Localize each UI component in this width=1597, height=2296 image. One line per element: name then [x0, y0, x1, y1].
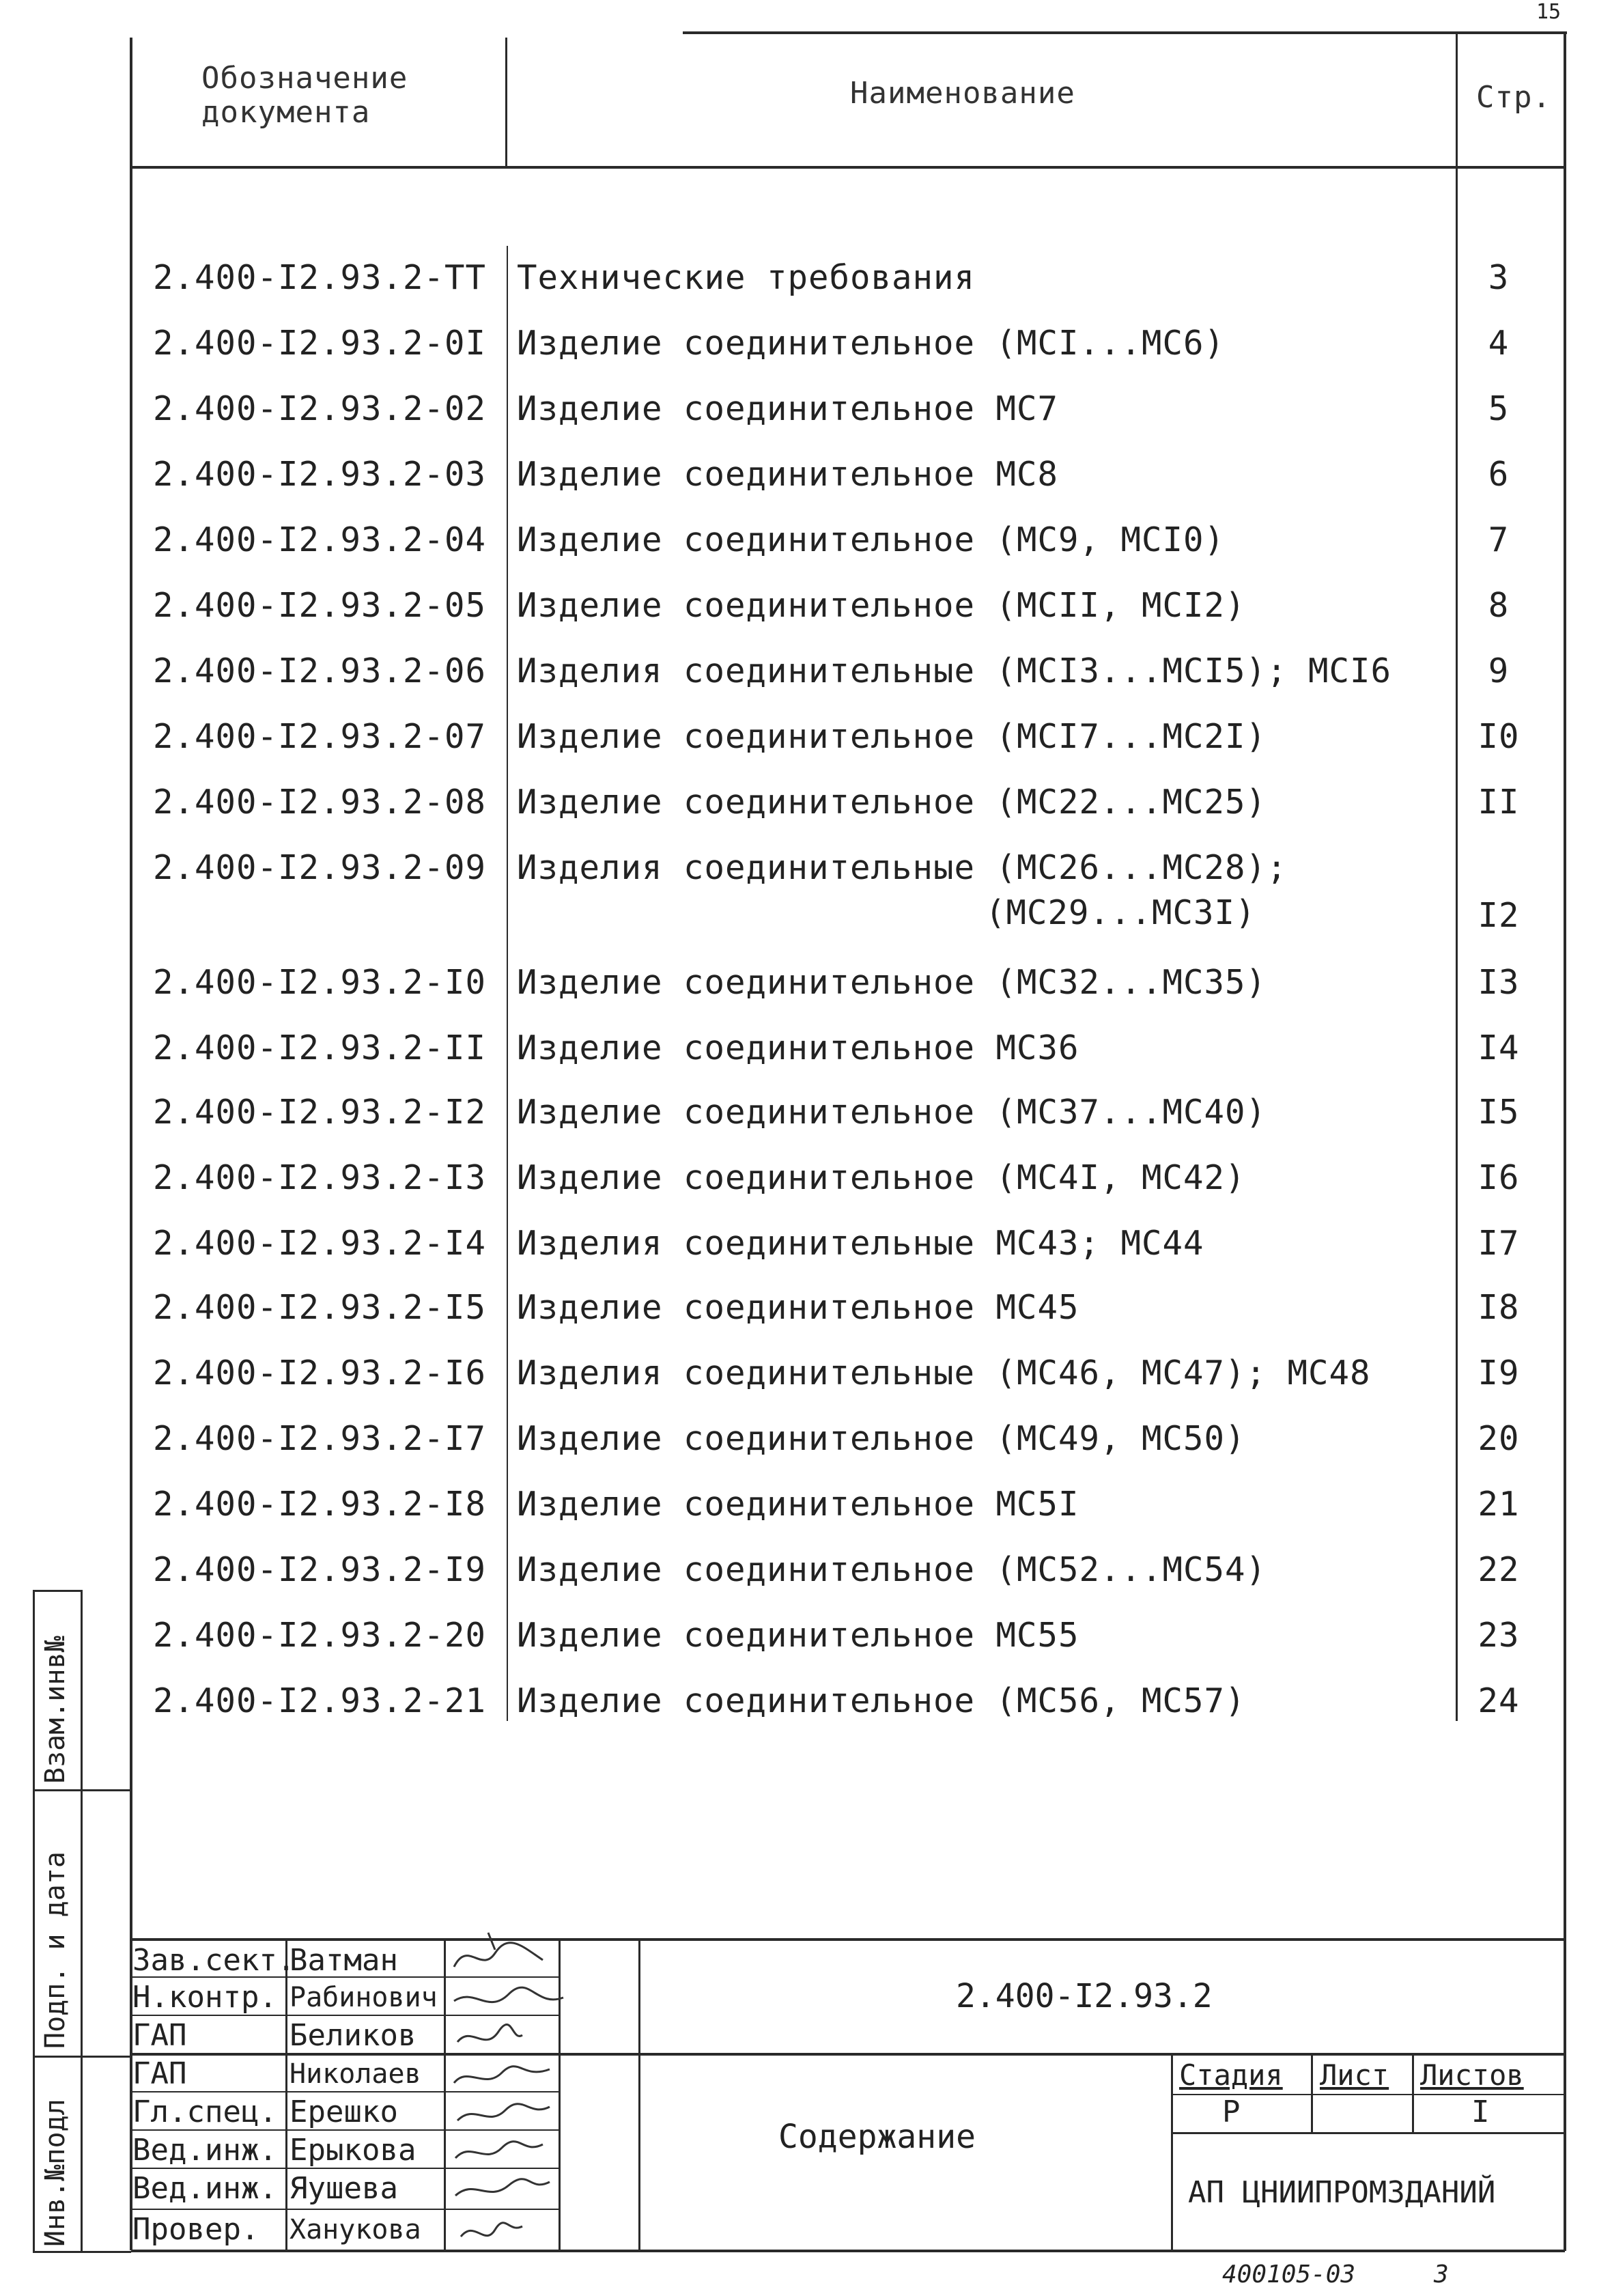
tb-role: Гл.спец.: [132, 2095, 277, 2129]
row-code: 2.400-I2.93.2-03: [153, 455, 487, 494]
row-code: 2.400-I2.93.2-02: [153, 389, 487, 428]
tb-sheets-value: I: [1471, 2095, 1490, 2129]
row-name: Изделие соединительное (МСII, МСI2): [517, 586, 1246, 625]
row-page: 7: [1488, 520, 1510, 559]
row-name: Изделие соединительное (МС32...МС35): [517, 963, 1267, 1002]
tb-top-line: [131, 1938, 1565, 1941]
side-stamp-top-line: [33, 1590, 82, 1592]
table-row: [0, 1550, 1597, 1616]
row-code: 2.400-I2.93.2-I6: [153, 1354, 487, 1392]
tb-col-name-end: [444, 1938, 446, 2251]
signatures-handwritten: [447, 1912, 584, 2254]
tb-stage-value: Р: [1222, 2095, 1241, 2129]
row-code: 2.400-I2.93.2-I3: [153, 1158, 487, 1197]
table-row: [0, 963, 1597, 1028]
table-row: [0, 1028, 1597, 1094]
row-page: I3: [1478, 963, 1520, 1002]
tb-sheet-label: Лист: [1320, 2058, 1389, 2092]
tb-role: Вед.инж.: [132, 2133, 277, 2168]
tb-bottom-line: [131, 2250, 1565, 2252]
row-page: 21: [1478, 1485, 1520, 1524]
tb-person-name: Ерыкова: [289, 2133, 416, 2168]
row-code: 2.400-I2.93.2-07: [153, 717, 487, 756]
row-page: 9: [1488, 652, 1510, 690]
row-name: Изделие соединительное МС45: [517, 1288, 1079, 1327]
table-row: [0, 258, 1597, 324]
tb-role: Зав.сект.: [132, 1943, 296, 1978]
row-code: 2.400-I2.93.2-II: [153, 1028, 487, 1067]
row-name: Изделие соединительное (МС37...МС40): [517, 1093, 1267, 1132]
header-page: Стр.: [1476, 80, 1551, 115]
row-page: I0: [1478, 717, 1520, 756]
tb-person-name: Ерешко: [289, 2095, 398, 2129]
tb-role: Н.контр.: [132, 1980, 277, 2015]
row-name: Изделия соединительные (МС26...МС28);: [517, 848, 1288, 887]
row-name: Изделие соединительное (МС4I, МС42): [517, 1158, 1246, 1197]
header-name: Наименование: [850, 76, 1075, 111]
tb-role: ГАП: [132, 2018, 187, 2053]
row-code: 2.400-I2.93.2-I4: [153, 1224, 487, 1263]
tb-organization: АП ЦНИИПРОМЗДАНИЙ: [1188, 2175, 1496, 2210]
row-page: I4: [1478, 1028, 1520, 1067]
row-name: Технические требования: [517, 258, 976, 297]
row-name: Изделие соединительное (МС9, МСI0): [517, 520, 1226, 559]
side-stamp-bottom-line: [33, 2251, 131, 2253]
tb-person-name: Ханукова: [289, 2214, 421, 2245]
row-name: Изделие соединительное (МС49, МС50): [517, 1419, 1246, 1458]
side-label-vzam: Взам.инв№: [40, 1636, 71, 1784]
row-code: 2.400-I2.93.2-06: [153, 652, 487, 690]
tb-stage-label: Стадия: [1179, 2058, 1283, 2092]
table-row: [0, 1681, 1597, 1747]
row-page: I9: [1478, 1354, 1520, 1392]
table-row: [0, 520, 1597, 586]
table-row: [0, 1288, 1597, 1354]
tb-document-title: Содержание: [778, 2118, 976, 2156]
table-row: [0, 717, 1597, 783]
tb-person-name: Рабинович: [289, 1982, 438, 2013]
row-code: 2.400-I2.93.2-21: [153, 1681, 487, 1720]
row-name: Изделия соединительные (МСI3...МСI5); МСI6: [517, 652, 1392, 690]
table-row: [0, 848, 1597, 957]
frame-top-line: [683, 31, 1567, 34]
tb-stage-block-left: [1171, 2053, 1173, 2251]
row-name: Изделие соединительное МС5I: [517, 1485, 1079, 1524]
row-code: 2.400-I2.93.2-0I: [153, 324, 487, 363]
row-page: II: [1478, 783, 1520, 822]
row-code: 2.400-I2.93.2-I9: [153, 1550, 487, 1589]
footer-archive-number: 400105-03: [1222, 2260, 1356, 2288]
row-page: 4: [1488, 324, 1510, 363]
row-code: 2.400-I2.93.2-I7: [153, 1419, 487, 1458]
row-code: 2.400-I2.93.2-05: [153, 586, 487, 625]
side-stamp-divider-1: [33, 1789, 131, 1791]
tb-role: ГАП: [132, 2056, 187, 2091]
footer-page-number: 3: [1434, 2260, 1449, 2288]
row-page: 8: [1488, 586, 1510, 625]
table-row: [0, 1224, 1597, 1289]
row-page: 24: [1478, 1681, 1520, 1720]
row-name: Изделие соединительное МС36: [517, 1028, 1079, 1067]
side-label-podp: Подп. и дата: [40, 1851, 71, 2049]
row-page: 3: [1488, 258, 1510, 297]
side-stamp-divider-2: [33, 2056, 131, 2058]
table-row: [0, 324, 1597, 389]
tb-person-name: Ватман: [289, 1943, 398, 1978]
row-page: I8: [1478, 1288, 1520, 1327]
side-label-inv: Инв.№подл: [40, 2099, 71, 2247]
tb-col-date-end: [638, 1938, 640, 2251]
tb-stage-divider-2: [1412, 2053, 1414, 2133]
table-row: [0, 455, 1597, 520]
table-row: [0, 783, 1597, 848]
row-code: 2.400-I2.93.2-04: [153, 520, 487, 559]
row-code: 2.400-I2.93.2-I2: [153, 1093, 487, 1132]
row-name: Изделие соединительное МС8: [517, 455, 1059, 494]
tb-stage-divider-1: [1311, 2053, 1313, 2133]
tb-sheets-label: Листов: [1420, 2058, 1524, 2092]
tb-person-name: Яушева: [289, 2171, 398, 2206]
side-stamp-inner-line: [81, 1590, 83, 2252]
tb-stage-bottom-line: [1171, 2132, 1565, 2134]
row-name: Изделие соединительное (МС22...МС25): [517, 783, 1267, 822]
tb-person-name: Беликов: [289, 2018, 416, 2053]
header-bottom-line: [131, 166, 1565, 169]
table-row: [0, 1485, 1597, 1550]
tb-person-name: Николаев: [289, 2058, 421, 2090]
row-code: 2.400-I2.93.2-08: [153, 783, 487, 822]
tb-role: Провер.: [132, 2212, 259, 2247]
tb-document-code: 2.400-I2.93.2: [956, 1977, 1213, 2015]
row-page: I7: [1478, 1224, 1520, 1263]
row-name: Изделие соединительное МС55: [517, 1616, 1079, 1655]
row-code: 2.400-I2.93.2-I8: [153, 1485, 487, 1524]
row-page: I2: [1478, 896, 1520, 935]
tb-role: Вед.инж.: [132, 2171, 277, 2206]
table-row: [0, 586, 1597, 652]
table-row: [0, 1354, 1597, 1419]
row-name: Изделие соединительное (МСI7...МС2I): [517, 717, 1267, 756]
row-name: Изделия соединительные (МС46, МС47); МС48: [517, 1354, 1371, 1392]
table-row: [0, 389, 1597, 455]
table-row: [0, 1419, 1597, 1485]
table-row: [0, 652, 1597, 717]
row-code: 2.400-I2.93.2-TT: [153, 258, 487, 297]
row-code: 2.400-I2.93.2-09: [153, 848, 487, 887]
table-row: [0, 1158, 1597, 1224]
corner-mark: 15: [1536, 0, 1561, 24]
row-name: Изделие соединительное (МС52...МС54): [517, 1550, 1267, 1589]
row-name: Изделие соединительное (МС56, МС57): [517, 1681, 1246, 1720]
row-page: I6: [1478, 1158, 1520, 1197]
row-code: 2.400-I2.93.2-20: [153, 1616, 487, 1655]
table-row: [0, 1616, 1597, 1681]
row-page: 5: [1488, 389, 1510, 428]
row-name-continuation: (МС29...МС3I): [985, 893, 1256, 932]
side-stamp-outer-line: [33, 1590, 35, 2252]
table-row: [0, 1093, 1597, 1158]
header-designation: Обозначение документа: [201, 61, 408, 130]
row-name: Изделие соединительное МС7: [517, 389, 1059, 428]
row-page: 22: [1478, 1550, 1520, 1589]
tb-middle-line: [131, 2053, 1565, 2056]
row-name: Изделия соединительные МС43; МС44: [517, 1224, 1204, 1263]
column-divider-1: [505, 38, 507, 167]
row-page: 6: [1488, 455, 1510, 494]
row-page: I5: [1478, 1093, 1520, 1132]
row-code: 2.400-I2.93.2-I5: [153, 1288, 487, 1327]
tb-col-role-end: [285, 1938, 287, 2251]
row-code: 2.400-I2.93.2-I0: [153, 963, 487, 1002]
row-page: 20: [1478, 1419, 1520, 1458]
row-page: 23: [1478, 1616, 1520, 1655]
row-name: Изделие соединительное (МСI...МС6): [517, 324, 1226, 363]
